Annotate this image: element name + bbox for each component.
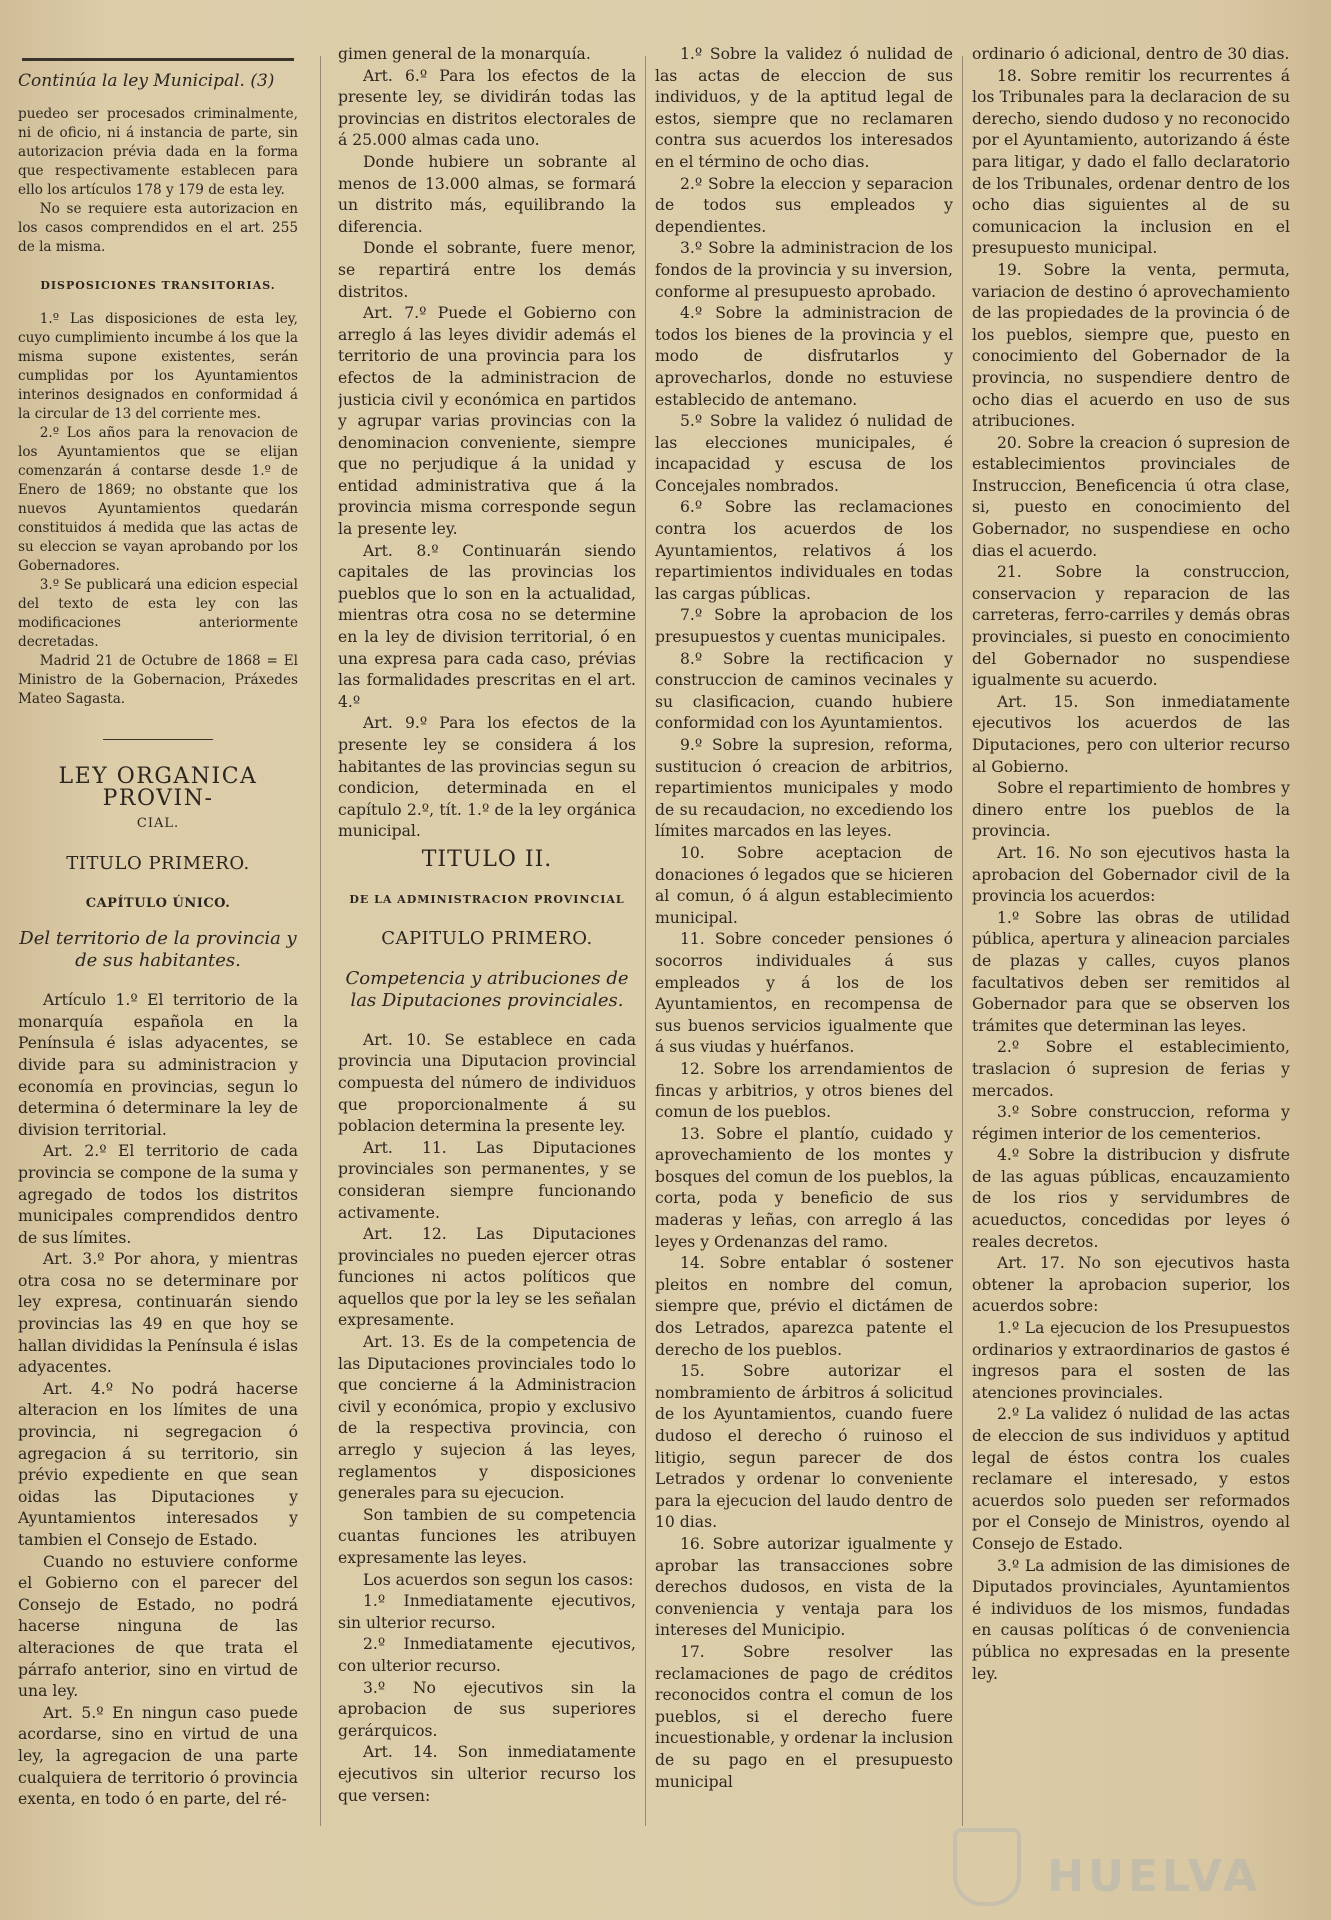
paragraph: Sobre el repartimiento de hombres y dinero entre los pueblos de la provincia. bbox=[972, 779, 1290, 841]
article-11: Art. 11. Las Diputaciones provinciales son permanentes, y se consideran siempre funcionando activamente. bbox=[338, 1138, 636, 1222]
list-item: 2.º Inmediatamente ejecutivos, con ulterior recurso. bbox=[338, 1635, 636, 1675]
list-item: 17. Sobre resolver las reclamaciones de pago de créditos reconocidos contra el comun de los pueblos, si el derecho fuere incuestionable, y ordenar la inclusion de su pago en el presupuesto municipal bbox=[655, 1642, 953, 1791]
column-4 bbox=[972, 44, 1290, 1864]
list-item: 5.º Sobre la validez ó nulidad de las elecciones municipales, é incapacidad y escusa de los Concejales nombrados. bbox=[655, 412, 953, 495]
article-7: Art. 7.º Puede el Gobierno con arreglo á las leyes dividir además el territorio de una provincia para los efectos de la administracion de justicia civil y económica en partidos y agrupar varias provincias con la denominacion conveniente, siempre que no perjudique á la unidad y entidad administrativa que á la provincia misma corresponde segun la presente ley. bbox=[338, 304, 636, 539]
list-item: 16. Sobre autorizar igualmente y aprobar las transacciones sobre derechos dudosos, en vista de la conveniencia y ventaja para los intereses del Municipio. bbox=[655, 1534, 953, 1640]
list-item: 4.º Sobre la administracion de todos los bienes de la provincia y el modo de disfrutarlos y aprovecharlos, donde no estuviese establecido de antemano. bbox=[655, 304, 953, 409]
list-item: 1.º Sobre la validez ó nulidad de las actas de eleccion de sus individuos, y de la aptitud legal de estos, siempre que no reclamaren contra sus acuerdos los interesados en el término de ocho dias. bbox=[655, 45, 953, 171]
list-item: 2.º Sobre la eleccion y separacion de todos sus empleados y dependientes. bbox=[655, 174, 953, 236]
article-13: Art. 13. Es de la competencia de las Diputaciones provinciales todo lo que concierne á la Administracion civil y económica, propio y exclusivo de la respectiva provincia, con arreglo y sujecion á las leyes, reglamentos y disposiciones generales para su ejecucion. bbox=[338, 1333, 636, 1503]
article-4: Art. 4.º No podrá hacerse alteracion en los límites de una provincia, ni segregacion ó agregacion á su territorio, sin prévio expediente en que sean oidas las Diputaciones y Ayuntamientos interesados y tambien el Consejo de Estado. bbox=[18, 1379, 298, 1549]
article-15: Art. 15. Son inmediatamente ejecutivos los acuerdos de las Diputaciones, pero con ulterior recurso al Gobierno. bbox=[972, 692, 1290, 776]
law-title: LEY ORGANICA PROVIN- bbox=[58, 764, 258, 811]
list-item: 13. Sobre el plantío, cuidado y aprovechamiento de los montes y bosques del comun de los pueblos, la corta, poda y beneficio de sus maderas y leñas, con arreglo á las leyes y Ordenanzas del ramo. bbox=[655, 1124, 953, 1251]
column-2 bbox=[338, 44, 636, 1864]
list-item: 1.º Sobre las obras de utilidad pública, apertura y alineacion parciales de plazas y calles, cuyos planos facultativos deben ser remitidos al Gobernador para que se observen los trámites que determinan las leyes. bbox=[972, 908, 1290, 1035]
article-12: Art. 12. Las Diputaciones provinciales no pueden ejercer otras funciones ni actos políticos que aquellos que por la ley se les señalan expresamente. bbox=[338, 1225, 636, 1330]
separator-rule bbox=[103, 739, 213, 740]
column-1 bbox=[18, 44, 298, 1864]
paragraph: gimen general de la monarquía. bbox=[338, 45, 591, 63]
chapter-heading: CAPITULO PRIMERO. bbox=[381, 928, 593, 950]
watermark-text: HUELVA bbox=[1047, 1851, 1261, 1902]
list-item: 2.º Sobre el establecimiento, traslacion ó supresion de ferias y mercados. bbox=[972, 1038, 1290, 1100]
list-item: 14. Sobre entablar ó sostener pleitos en nombre del comun, siempre que, prévio el dictámen de dos Letrados, aparezca patente el derecho de los pueblos. bbox=[655, 1254, 953, 1359]
title-heading: TITULO II. bbox=[421, 846, 553, 872]
column-divider bbox=[962, 56, 963, 1826]
list-item: 21. Sobre la construccion, conservacion y reparacion de las carreteras, ferro-carriles y demás obras provinciales, si puesto en conocimiento del Gobernador no suspendiese igualmente su acuerdo. bbox=[972, 563, 1290, 690]
article-9: Art. 9.º Para los efectos de la presente ley se considera á los habitantes de las provincias segun su condicion, determinada en el capítulo 2.º, tít. 1.º de la ley orgánica municipal. bbox=[338, 714, 636, 841]
list-item: 10. Sobre aceptacion de donaciones ó legados que se hicieren al comun, ó á algun establecimiento municipal. bbox=[655, 843, 953, 927]
provision-2: 2.º Los años para la renovacion de los Ayuntamientos que se elijan comenzarán á contarse desde 1.º de Enero de 1869; no obstante que los nuevos Ayuntamientos quedarán constituidos á medida que las actas de su eleccion se vayan aprobando por los Gobernadores. bbox=[18, 425, 298, 575]
signature-line: Madrid 21 de Octubre de 1868 = El Ministro de la Gobernacion, Práxedes Mateo Sagasta. bbox=[18, 653, 298, 708]
list-item: 3.º Sobre construccion, reforma y régimen interior de los cementerios. bbox=[972, 1103, 1290, 1143]
paragraph: Donde el sobrante, fuere menor, se repartirá entre los demás distritos. bbox=[338, 239, 636, 301]
watermark-emblem bbox=[953, 1828, 1021, 1906]
list-item: 15. Sobre autorizar el nombramiento de árbitros á solicitud de los Ayuntamientos, cuando fuere dudoso el derecho ó ruinoso el litigio, segun parecer de dos Letrados y ordenar lo conveniente para la ejecucion del laudo dentro de 10 dias. bbox=[655, 1362, 953, 1532]
article-10: Art. 10. Se establece en cada provincia una Diputacion provincial compuesta del número de individuos que proporcionalmente á su poblacion determina la presente ley. bbox=[338, 1030, 636, 1136]
list-item: 6.º Sobre las reclamaciones contra los acuerdos de los Ayuntamientos, relativos á los repartimientos individuales en todas las cargas públicas. bbox=[655, 498, 953, 603]
list-item: 8.º Sobre la rectificacion y construccion de caminos vecinales y su clasificacion, cuando hubiere conformidad con los Ayuntamientos. bbox=[655, 649, 953, 733]
title-heading: TITULO PRIMERO. bbox=[66, 852, 250, 874]
column-3 bbox=[655, 44, 953, 1864]
section-heading: DISPOSICIONES TRANSITORIAS. bbox=[40, 278, 276, 292]
paragraph: ordinario ó adicional, dentro de 30 dias. bbox=[972, 45, 1290, 63]
article-16: Art. 16. No son ejecutivos hasta la aprobacion del Gobernador civil de la provincia los acuerdos: bbox=[972, 843, 1290, 906]
article-17: Art. 17. No son ejecutivos hasta obtener la aprobacion superior, los acuerdos sobre: bbox=[972, 1254, 1290, 1316]
list-item: 20. Sobre la creacion ó supresion de establecimientos provinciales de Instruccion, Beneficencia ú otra clase, si, puesto en conocimiento del Gobernador, no suspendiese en ocho dias el acuerdo. bbox=[972, 433, 1290, 560]
list-item: 1.º Inmediatamente ejecutivos, sin ulterior recurso. bbox=[338, 1592, 636, 1632]
list-item: 18. Sobre remitir los recurrentes á los Tribunales para la declaracion de su derecho, siendo dudoso y no reconocido por el Ayuntamiento, autorizando á éste para litigar, y dado el fallo declaratorio de los Tribunales, ordenar dentro de los ocho dias siguientes al de su comunicacion la inclusion en el presupuesto municipal. bbox=[972, 66, 1290, 258]
article-3: Art. 3.º Por ahora, y mientras otra cosa no se determinare por ley expresa, continuarán siendo provincias las 49 en que hoy se hallan divididas la Península é islas adyacentes. bbox=[18, 1250, 298, 1377]
article-14: Art. 14. Son inmediatamente ejecutivos sin ulterior recurso los que versen: bbox=[338, 1743, 636, 1805]
provision-3: 3.º Se publicará una edicion especial del texto de esta ley con las modificaciones anteriormente decretadas. bbox=[18, 577, 298, 651]
list-item: 2.º La validez ó nulidad de las actas de eleccion de sus individuos y aptitud legal de éstos contra los cuales reclamare el interesado, y estos acuerdos solo pueden ser reformados por el Consejo de Ministros, oyendo al Consejo de Estado. bbox=[972, 1405, 1290, 1553]
paragraph: puedeo ser procesados criminalmente, ni de oficio, ni á instancia de parte, sin autorizacion prévia dada en la forma que respectivamente establecen para ello los artículos 178 y 179 de esta ley. bbox=[18, 105, 298, 198]
section-heading: DE LA ADMINISTRACION PROVINCIAL bbox=[349, 892, 625, 906]
chapter-subtitle: Del territorio de la provincia y de sus habitantes. bbox=[19, 928, 297, 972]
list-item: 11. Sobre conceder pensiones ó socorros individuales á sus empleados y á los de los Ayuntamientos, en recompensa de sus buenos servicios igualmente que á sus viudas y huérfanos. bbox=[655, 930, 953, 1057]
paragraph: Son tambien de su competencia cuantas funciones les atribuyen expresamente las leyes. bbox=[338, 1505, 636, 1567]
list-item: 12. Sobre los arrendamientos de fincas y arbitrios, y otros bienes del comun de los pueblos. bbox=[655, 1059, 953, 1122]
law-title-cont: CIAL. bbox=[136, 816, 180, 832]
paragraph: Donde hubiere un sobrante al menos de 13.000 almas, se formará un distrito más, equilibrando la diferencia. bbox=[338, 152, 636, 236]
continuation-header: Continúa la ley Municipal. (3) bbox=[18, 71, 275, 91]
column-divider bbox=[645, 56, 646, 1826]
list-item: 9.º Sobre la supresion, reforma, sustitucion ó creacion de arbitrios, repartimientos municipales y modo de su recaudacion, no excediendo los límites marcados en las leyes. bbox=[655, 736, 953, 841]
list-item: 3.º No ejecutivos sin la aprobacion de sus superiores gerárquicos. bbox=[338, 1678, 636, 1740]
article-5: Art. 5.º En ningun caso puede acordarse, sino en virtud de una ley, la agregacion de una parte cualquiera de territorio ó provincia exenta, en todo ó en parte, del ré- bbox=[18, 1703, 298, 1809]
list-item: 1.º La ejecucion de los Presupuestos ordinarios y extraordinarios de gastos é ingresos para el sosten de las atenciones provinciales. bbox=[972, 1319, 1290, 1402]
list-item: 19. Sobre la venta, permuta, variacion de destino ó aprovechamiento de las propiedades de la provincia ó de los pueblos, siempre que, puesto en conocimiento del Gobernador de la provincia, no suspendiere dentro de ocho dias el acuerdo en uso de sus atribuciones. bbox=[972, 260, 1290, 431]
list-item: 3.º Sobre la administracion de los fondos de la provincia y su inversion, conforme al presupuesto aprobado. bbox=[655, 239, 953, 301]
article-8: Art. 8.º Continuarán siendo capitales de las provincias los pueblos que lo son en la actualidad, mientras otra cosa no se determine en la ley de division territorial, ó en una expresa para cada caso, prévias las formalidades prescritas en el art. 4.º bbox=[338, 541, 636, 711]
article-6: Art. 6.º Para los efectos de la presente ley, se dividirán todas las provincias en distritos electorales de á 25.000 almas cada uno. bbox=[338, 66, 636, 150]
article-1: Artículo 1.º El territorio de la monarquía española en la Península é islas adyacentes, se divide para su administracion y economía en provincias, segun lo determina ó determinare la ley de division territorial. bbox=[18, 991, 298, 1139]
chapter-subtitle: Competencia y atribuciones de las Diputaciones provinciales. bbox=[345, 967, 629, 1011]
list-item: 3.º La admision de las dimisiones de Diputados provinciales, Ayuntamientos é individuos de los mismos, fundadas en causas políticas ó de conveniencia pública no expresadas en la presente ley. bbox=[972, 1556, 1290, 1683]
list-item: 4.º Sobre la distribucion y disfrute de las aguas públicas, encauzamiento de los rios y servidumbres de acueductos, concedidas por leyes ó reales decretos. bbox=[972, 1146, 1290, 1251]
provision-1: 1.º Las disposiciones de esta ley, cuyo cumplimiento incumbe á los que la misma supone existentes, serán cumplidas por los Ayuntamientos interinos designados en conformidad á la circular de 13 del corriente mes. bbox=[18, 311, 298, 423]
paragraph: Los acuerdos son segun los casos: bbox=[362, 1570, 634, 1589]
paragraph: No se requiere esta autorizacion en los casos comprendidos en el art. 255 de la misma. bbox=[18, 200, 298, 255]
list-item: 7.º Sobre la aprobacion de los presupuestos y cuentas municipales. bbox=[655, 606, 953, 647]
column-divider bbox=[320, 56, 321, 1826]
article-2: Art. 2.º El territorio de cada provincia se compone de la suma y agregado de todos los distritos municipales comprendidos dentro de sus límites. bbox=[18, 1142, 298, 1247]
top-rule bbox=[22, 58, 294, 61]
paragraph: Cuando no estuviere conforme el Gobierno con el parecer del Consejo de Estado, no podrá hacerse ninguna de las alteraciones de que trata el párrafo anterior, sino en virtud de una ley. bbox=[18, 1552, 298, 1701]
chapter-heading: CAPÍTULO ÚNICO. bbox=[85, 895, 231, 911]
